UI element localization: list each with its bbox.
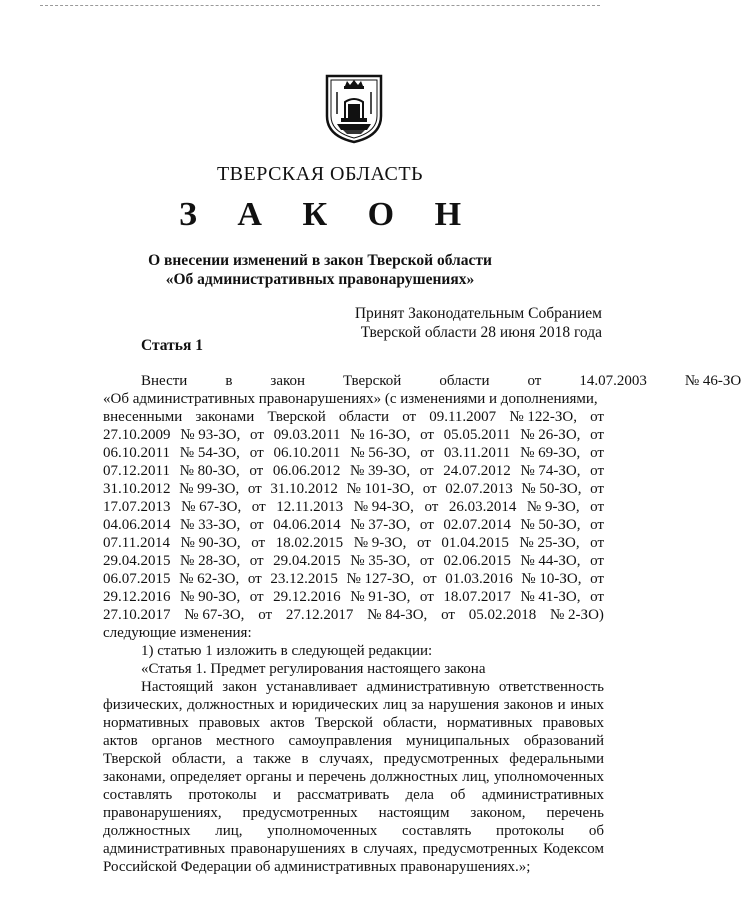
word: 05.02.2018 <box>468 607 537 623</box>
word: 06.10.2011 <box>103 445 170 461</box>
word: в <box>225 373 233 389</box>
word: от <box>424 499 439 515</box>
word: 05.05.2011 <box>443 427 511 443</box>
word: 14.07.2003 <box>579 373 647 389</box>
word: № 62-ЗО, <box>179 571 240 587</box>
word: от <box>402 409 417 425</box>
word: № 33-ЗО, <box>180 517 241 533</box>
amendment-row <box>103 516 604 534</box>
amendment-row <box>103 552 604 570</box>
changes-intro: следующие изменения: <box>103 625 252 641</box>
law-subtitle-line: «Об административных правонарушениях» <box>165 271 475 288</box>
word: № 69-ЗО, <box>520 445 581 461</box>
word: № 50-ЗО, <box>521 481 582 497</box>
word: 02.06.2015 <box>443 553 511 569</box>
word: Внести <box>141 373 188 389</box>
word: № 10-ЗО, <box>521 571 582 587</box>
word: 09.03.2011 <box>273 427 341 443</box>
word: № 46-ЗО <box>684 373 741 389</box>
word: № 127-ЗО, <box>346 571 415 587</box>
law-title: З А К О Н <box>178 196 478 233</box>
word: 26.03.2014 <box>448 499 517 515</box>
word: 18.07.2017 <box>443 589 511 605</box>
law-subtitle-line: О внесении изменений в закон Тверской области <box>148 252 492 269</box>
intro-line <box>103 408 604 426</box>
word: 07.12.2011 <box>103 463 170 479</box>
word: от <box>250 427 264 443</box>
word: № 80-ЗО, <box>179 463 240 479</box>
word: от <box>247 571 262 587</box>
word: от <box>422 481 437 497</box>
word: от <box>590 463 604 479</box>
word: 27.10.2009 <box>103 427 171 443</box>
word: № 90-ЗО, <box>180 589 241 605</box>
region-name: ТВЕРСКАЯ ОБЛАСТЬ <box>216 163 424 185</box>
word: от <box>249 517 264 533</box>
word: от <box>249 589 264 605</box>
word: от <box>420 427 434 443</box>
word: от <box>590 409 604 425</box>
amendment-row <box>103 480 604 498</box>
word: № 90-ЗО, <box>180 535 241 551</box>
word: 06.07.2015 <box>103 571 171 587</box>
word: области <box>338 409 390 425</box>
word: 29.12.2016 <box>103 589 171 605</box>
word: от <box>590 535 604 551</box>
word: от <box>590 481 604 497</box>
word: 07.11.2014 <box>103 535 170 551</box>
word: 24.07.2012 <box>443 463 511 479</box>
word: от <box>258 607 273 623</box>
amendment-row <box>103 462 604 480</box>
word: от <box>249 445 264 461</box>
word: № 101-ЗО, <box>346 481 415 497</box>
word: 04.06.2014 <box>103 517 171 533</box>
word: № 56-ЗО, <box>350 445 411 461</box>
word: 29.04.2015 <box>103 553 171 569</box>
word: № 2-ЗО) <box>550 607 604 623</box>
word: № 35-ЗО, <box>350 553 411 569</box>
word: № 26-ЗО, <box>520 427 581 443</box>
word: 29.12.2016 <box>273 589 341 605</box>
amendment-row <box>103 588 604 606</box>
word: Тверской <box>343 373 402 389</box>
amendment-item: 1) статью 1 изложить в следующей редакции: <box>141 643 433 659</box>
word: № 37-ЗО, <box>350 517 411 533</box>
word: Тверской <box>267 409 326 425</box>
amendment-row <box>103 606 604 624</box>
law-subtitle <box>0 251 640 289</box>
article-heading: Статья 1 <box>141 337 203 354</box>
article-body <box>103 372 741 876</box>
word: от <box>249 553 264 569</box>
word: № 93-ЗО, <box>180 427 241 443</box>
amendment-row <box>103 426 604 444</box>
word: от <box>419 463 434 479</box>
word: от <box>590 571 604 587</box>
word: от <box>251 535 266 551</box>
word: от <box>590 517 604 533</box>
word: 31.10.2012 <box>103 481 171 497</box>
intro-line <box>103 372 741 390</box>
word: № 44-ЗО, <box>520 553 581 569</box>
word: от <box>441 607 455 623</box>
word: 02.07.2014 <box>443 517 511 533</box>
word: 23.12.2015 <box>270 571 338 587</box>
word: № 99-ЗО, <box>179 481 240 497</box>
intro-line: «Об административных правонарушениях» (с изменениями и дополнениями, <box>103 391 598 407</box>
word: закон <box>270 373 306 389</box>
word: № 122-ЗО, <box>509 409 577 425</box>
word: № 50-ЗО, <box>520 517 581 533</box>
word: 03.11.2011 <box>443 445 511 461</box>
word: № 41-ЗО, <box>520 589 581 605</box>
word: № 9-ЗО, <box>526 499 580 515</box>
word: от <box>590 553 604 569</box>
word: 29.04.2015 <box>273 553 341 569</box>
word: от <box>419 553 434 569</box>
word: от <box>249 463 264 479</box>
word: от <box>422 571 437 587</box>
scan-top-edge <box>40 5 600 6</box>
word: 31.10.2012 <box>270 481 338 497</box>
word: № 74-ЗО, <box>520 463 581 479</box>
word: 17.07.2013 <box>103 499 171 515</box>
word: 27.12.2017 <box>285 607 354 623</box>
word: от <box>590 427 604 443</box>
word: № 94-ЗО, <box>353 499 414 515</box>
word: от <box>590 499 604 515</box>
word: 02.07.2013 <box>445 481 513 497</box>
word: от <box>419 517 434 533</box>
new-article-text: Настоящий закон устанавливает административную ответственность физических, должностных и юридических лиц за нарушения законов и иных нормативных правовых актов Тверской области, нормативных правовых актов органов местного самоуправления муниципальных образований Тверской области, а также в случаях, предусмотренных федеральными законами, определяет органы и перечень должностных лиц, уполномоченных составлять протоколы и рассматривать дела об административных правонарушениях, предусмотренных настоящим законом, перечень должностных лиц, уполномоченных составлять протоколы об административных правонарушениях в случаях, предусмотренных Кодексом Российской Федерации об административных правонарушениях.»; <box>103 679 604 875</box>
word: от <box>416 535 431 551</box>
adoption-note <box>355 304 602 342</box>
amendment-row <box>103 498 604 516</box>
word: № 25-ЗО, <box>519 535 580 551</box>
amendment-list <box>103 426 604 624</box>
word: № 84-ЗО, <box>367 607 428 623</box>
word: 06.10.2011 <box>273 445 341 461</box>
word: 09.11.2007 <box>429 409 497 425</box>
word: от <box>251 499 266 515</box>
word: 01.04.2015 <box>441 535 509 551</box>
word: внесенными <box>103 409 183 425</box>
word: 06.06.2012 <box>272 463 341 479</box>
word: 04.06.2014 <box>273 517 341 533</box>
word: от <box>420 445 435 461</box>
adoption-line: Принят Законодательным Собранием <box>354 305 602 322</box>
word: от <box>590 589 604 605</box>
word: № 67-ЗО, <box>184 607 245 623</box>
word: 18.02.2015 <box>275 535 344 551</box>
word: от <box>247 481 262 497</box>
word: 12.11.2013 <box>276 499 344 515</box>
word: 01.03.2016 <box>445 571 513 587</box>
word: от <box>419 589 434 605</box>
word: № 28-ЗО, <box>180 553 241 569</box>
word: № 9-ЗО, <box>353 535 407 551</box>
word: от <box>590 445 604 461</box>
word: № 39-ЗО, <box>349 463 411 479</box>
amendment-row <box>103 570 604 588</box>
amendment-row <box>103 444 604 462</box>
new-article-heading: «Статья 1. Предмет регулирования настоящего закона <box>141 661 486 677</box>
tver-coat-of-arms-icon <box>323 72 385 144</box>
adoption-line: Тверской области 28 июня 2018 года <box>360 324 602 341</box>
word: области <box>439 373 490 389</box>
word: от <box>527 373 542 389</box>
amendment-row <box>103 534 604 552</box>
word: № 54-ЗО, <box>179 445 240 461</box>
word: № 91-ЗО, <box>350 589 411 605</box>
word: 27.10.2017 <box>103 607 171 623</box>
word: законами <box>195 409 255 425</box>
word: № 67-ЗО, <box>181 499 242 515</box>
word: № 16-ЗО, <box>350 427 411 443</box>
